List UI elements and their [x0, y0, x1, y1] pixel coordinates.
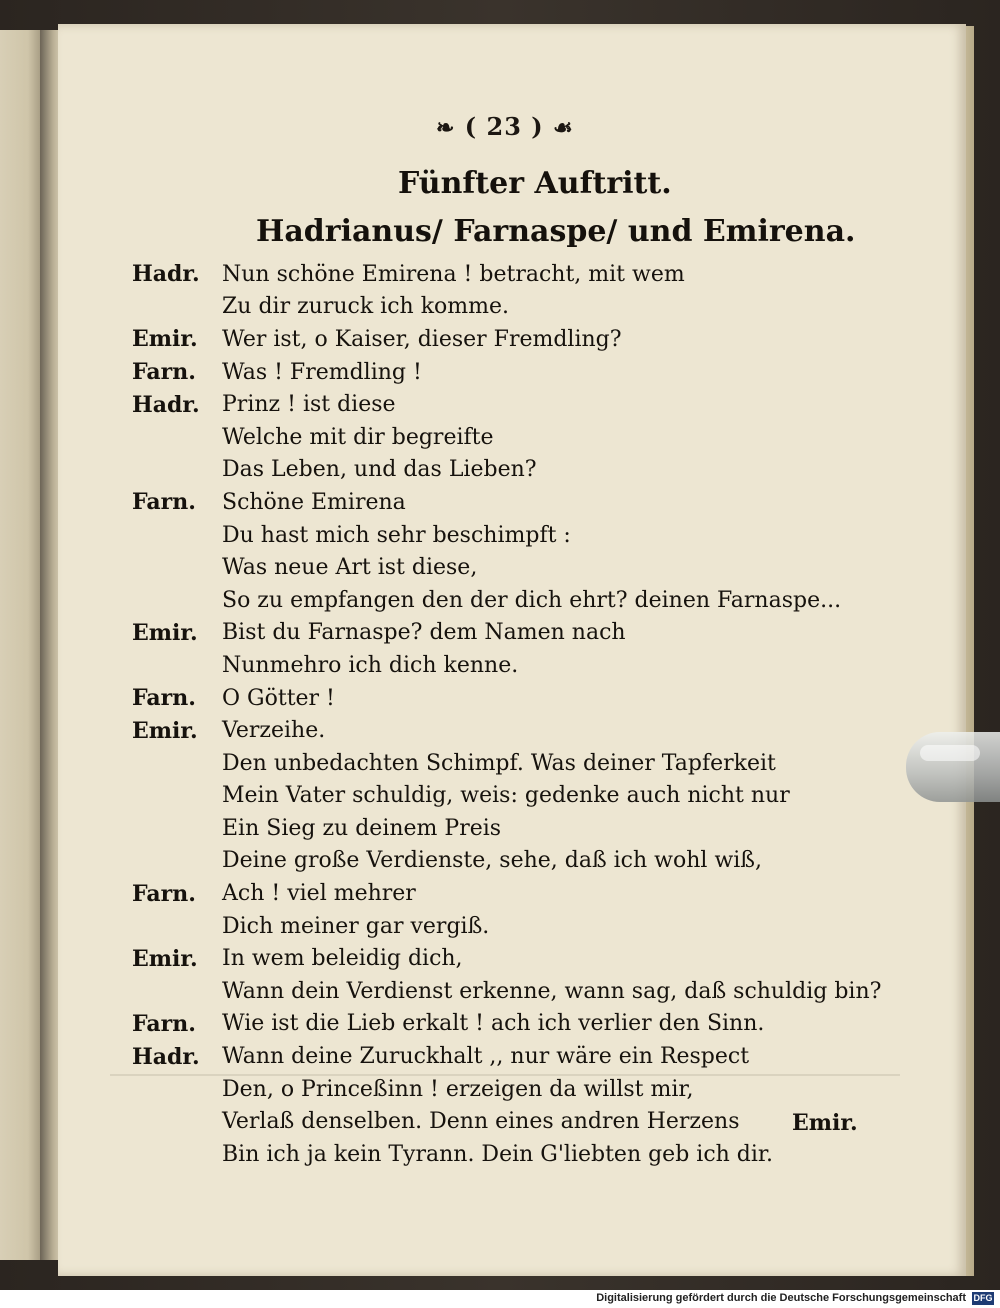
dialogue-line	[132, 617, 872, 650]
dialogue-line	[132, 1105, 872, 1138]
dialogue-text: O Götter !	[222, 685, 335, 711]
dialogue-text: Was neue Art ist diese,	[222, 555, 478, 581]
dialogue-line	[132, 714, 872, 747]
dialogue-text: Nunmehro ich dich kenne.	[222, 652, 519, 678]
speaker-name: Emir.	[132, 619, 198, 646]
dialogue-text: Dich meiner gar vergiß.	[222, 913, 490, 939]
previous-page-edge	[0, 30, 40, 1260]
dialogue-line	[132, 682, 872, 715]
dialogue-text: Mein Vater schuldig, weis: gedenke auch nicht nur	[222, 783, 790, 809]
dialogue-line	[132, 975, 882, 1008]
page-number-text: ( 23 )	[464, 112, 544, 141]
ornament-right-icon: ☙	[552, 115, 574, 141]
dialogue-text: Verzeihe.	[222, 718, 326, 744]
dialogue-line	[132, 1073, 872, 1106]
speaker-name: Farn.	[132, 1010, 196, 1037]
dialogue-line	[132, 519, 872, 552]
dialogue-text: Ach ! viel mehrer	[222, 881, 416, 907]
dialogue-text: Wer ist, o Kaiser, dieser Fremdling?	[222, 326, 622, 352]
dialogue-text: Zu dir zuruck ich komme.	[222, 294, 509, 320]
dialogue-line	[132, 845, 872, 878]
dialogue-line	[132, 291, 872, 324]
dialogue-text: Prinz ! ist diese	[222, 392, 396, 418]
dialogue-line	[132, 910, 872, 943]
speaker-name: Farn.	[132, 359, 196, 386]
dialogue-line	[132, 454, 872, 487]
speaker-name: Emir.	[132, 945, 198, 972]
dialogue-text: Wie ist die Lieb erkalt ! ach ich verlier den Sinn.	[222, 1011, 765, 1037]
dialogue-line	[132, 323, 872, 356]
speaker-name: Farn.	[132, 685, 196, 712]
dialogue-text: Du hast mich sehr beschimpft :	[222, 522, 571, 548]
dialogue-line	[132, 1138, 872, 1171]
scene-title: Fünfter Auftritt.	[398, 166, 672, 201]
dialogue-line	[132, 356, 872, 389]
footer-credit: Digitalisierung gefördert durch die Deutsche Forschungsgemeinschaft	[596, 1292, 966, 1304]
dialogue-text: Nun schöne Emirena ! betracht, mit wem	[222, 261, 685, 287]
dialogue-text: So zu empfangen den der dich ehrt? deinen Farnaspe...	[222, 587, 842, 613]
dialogue-line	[132, 649, 872, 682]
dialogue-line	[132, 421, 872, 454]
speaker-name: Emir.	[132, 717, 198, 744]
dialogue-text: Bin ich ja kein Tyrann. Dein G'liebten geb ich dir.	[222, 1141, 774, 1167]
ornament-left-icon: ❧	[436, 115, 456, 141]
dialogue-line	[132, 1008, 872, 1041]
dialogue-text: Deine große Verdienste, sehe, daß ich wohl wiß,	[222, 848, 762, 874]
dialogue-line	[132, 388, 872, 421]
dialogue-text: Den unbedachten Schimpf. Was deiner Tapferkeit	[222, 750, 776, 776]
dialogue-line	[132, 1040, 872, 1073]
dialogue-line	[132, 780, 872, 813]
dialogue-line	[132, 877, 872, 910]
catchword: Emir.	[792, 1110, 858, 1136]
dialogue-text: Welche mit dir begreifte	[222, 424, 494, 450]
dialogue-line	[132, 747, 872, 780]
dialogue-text: Wann deine Zuruckhalt ,, nur wäre ein Respect	[222, 1044, 750, 1070]
dialogue-text: Verlaß denselben. Denn eines andren Herzens	[222, 1109, 740, 1135]
dialogue-text: Bist du Farnaspe? dem Namen nach	[222, 620, 626, 646]
page-number	[436, 112, 574, 141]
dialogue-text: Wann dein Verdienst erkenne, wann sag, daß schuldig bin?	[222, 978, 882, 1004]
dialogue-line	[132, 584, 872, 617]
speaker-name: Farn.	[132, 489, 196, 516]
dialogue-text: In wem beleidig dich,	[222, 946, 463, 972]
dfg-logo: DFG	[973, 1293, 993, 1303]
speaker-name: Hadr.	[132, 391, 200, 418]
dialogue-line	[132, 942, 872, 975]
speaker-name: Hadr.	[132, 261, 200, 288]
page-clip	[906, 732, 1000, 802]
dialogue-text: Schöne Emirena	[222, 489, 406, 515]
dialogue-line	[132, 812, 872, 845]
speaker-name: Emir.	[132, 326, 198, 353]
speaker-name: Hadr.	[132, 1043, 200, 1070]
dialogue-text: Ein Sieg zu deinem Preis	[222, 815, 502, 841]
dialogue-text: Das Leben, und das Lieben?	[222, 457, 537, 483]
speaker-name: Farn.	[132, 880, 196, 907]
dialogue-text: Was ! Fremdling !	[222, 359, 422, 385]
footer-bar	[0, 1290, 1000, 1308]
dialogue-line	[132, 486, 872, 519]
dialogue-line	[132, 258, 872, 291]
dialogue-block	[132, 258, 882, 1171]
dialogue-line	[132, 551, 872, 584]
dialogue-text: Den, o Princeßinn ! erzeigen da willst mir,	[222, 1076, 694, 1102]
page-clip-highlight	[920, 745, 980, 761]
cast-list: Hadrianus/ Farnaspe/ und Emirena.	[256, 214, 856, 249]
